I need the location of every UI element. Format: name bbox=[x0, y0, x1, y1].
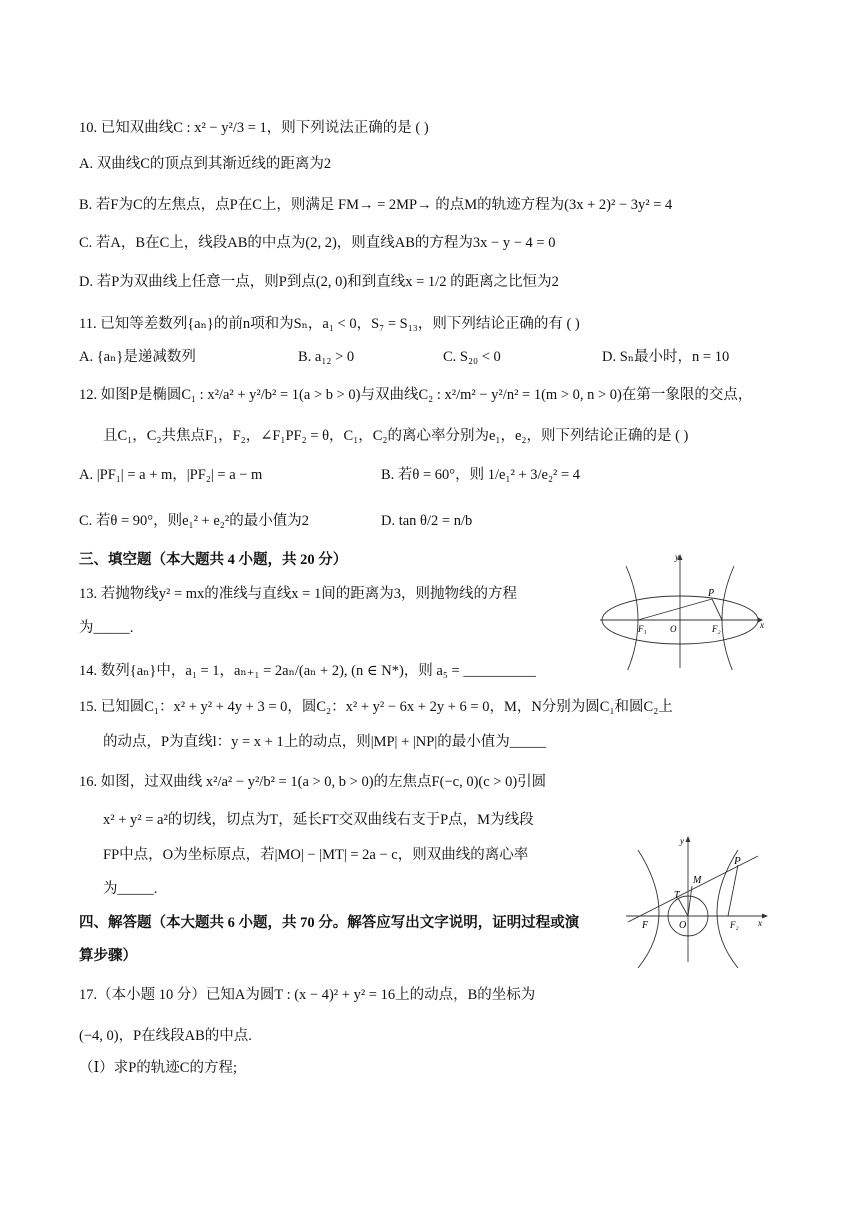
q10-option-c: C. 若A，B在C上，线段AB的中点为(2, 2)，则直线AB的方程为3x − y − 4 = 0 bbox=[79, 235, 556, 251]
fig1-label-o: O bbox=[670, 624, 677, 634]
fig2-label-f2: F₂ bbox=[730, 920, 739, 930]
fig2-hyperbola-left-branch bbox=[638, 850, 659, 968]
fig1-label-p: P bbox=[708, 588, 715, 599]
q16-line3: FP中点，O为坐标原点，若|MO| − |MT| = 2a − c，则双曲线的离心率 bbox=[103, 847, 529, 863]
q16-line1: 16. 如图，过双曲线 x²/a² − y²/b² = 1(a > 0, b > 0)的左焦点F(−c, 0)(c > 0)引圆 bbox=[79, 774, 547, 790]
q12-option-b: B. 若θ = 60°，则 1/e₁² + 3/e₂² = 4 bbox=[381, 467, 581, 483]
q12-option-c: C. 若θ = 90°，则e₁² + e₂²的最小值为2 bbox=[79, 513, 309, 529]
q16-line4: 为_____. bbox=[103, 881, 158, 897]
fig1-label-f2: F₂ bbox=[712, 624, 721, 634]
q12-option-a: A. |PF₁| = a + m，|PF₂| = a − m bbox=[79, 467, 263, 483]
fig1-segment-f1p bbox=[638, 599, 712, 620]
q11-option-b: B. a₁₂ > 0 bbox=[298, 349, 355, 365]
hyperbola-tangent-figure bbox=[622, 830, 772, 968]
fig2-label-m: M bbox=[693, 875, 702, 886]
fig1-label-y: y bbox=[675, 552, 679, 562]
q12-option-d: D. tan θ/2 = n/b bbox=[381, 513, 473, 529]
q12-stem-line2: 且C₁，C₂共焦点F₁，F₂，∠F₁PF₂ = θ，C₁，C₂的离心率分别为e₁，e₂，则下列结论正确的是 ( ) bbox=[103, 428, 689, 444]
fig2-label-o: O bbox=[679, 920, 687, 931]
q12-stem-line1: 12. 如图P是椭圆C₁ : x²/a² + y²/b² = 1(a > b > 0)与双曲线C₂ : x²/m² − y²/n² = 1(m > 0, n > 0)在第一象限的交点， bbox=[79, 387, 753, 403]
fig2-x-arrow bbox=[762, 914, 768, 919]
section4-heading-line1: 四、解答题（本大题共 6 小题，共 70 分。解答应写出文字说明，证明过程或演 bbox=[79, 915, 580, 931]
q15-line1: 15. 已知圆C₁：x² + y² + 4y + 3 = 0，圆C₂：x² + y² − 6x + 2y + 6 = 0，M，N分别为圆C₁和圆C₂上 bbox=[79, 699, 673, 715]
q16-line2: x² + y² = a²的切线，切点为T，延长FT交双曲线右支于P点，M为线段 bbox=[103, 812, 534, 828]
q10-option-a: A. 双曲线C的顶点到其渐近线的距离为2 bbox=[79, 156, 332, 172]
fig1-segment-pf2 bbox=[712, 599, 722, 620]
q10-stem: 10. 已知双曲线C : x² − y²/3 = 1，则下列说法正确的是 ( ) bbox=[79, 120, 429, 136]
section3-heading: 三、填空题（本大题共 4 小题，共 20 分） bbox=[79, 552, 348, 568]
fig2-segment-pf2 bbox=[728, 865, 738, 916]
fig2-label-x: x bbox=[758, 918, 762, 928]
q13-line1: 13. 若抛物线y² = mx的准线与直线x = 1间的距离为3，则抛物线的方程 bbox=[79, 586, 517, 602]
fig2-label-f: F bbox=[642, 920, 649, 931]
fig1-label-x: x bbox=[760, 620, 764, 630]
q17-line1: 17.（本小题 10 分）已知A为圆T : (x − 4)² + y² = 16上的动点，B的坐标为 bbox=[79, 987, 536, 1003]
fig1-hyperbola-left-branch bbox=[626, 566, 638, 670]
ellipse-hyperbola-figure bbox=[600, 550, 770, 670]
q14-text: 14. 数列{aₙ}中，a₁ = 1，aₙ₊₁ = 2aₙ/(aₙ + 2), (n ∈ N*)，则 a₅ = __________ bbox=[79, 663, 536, 679]
q13-line2: 为_____. bbox=[79, 620, 134, 636]
q10-option-d: D. 若P为双曲线上任意一点，则P到点(2, 0)和到直线x = 1/2 的距离之比恒为2 bbox=[79, 274, 559, 290]
fig2-label-y: y bbox=[680, 836, 684, 846]
q10-option-b: B. 若F为C的左焦点，点P在C上，则满足 FM→ = 2MP→ 的点M的轨迹方程为(3x + 2)² − 3y² = 4 bbox=[79, 197, 673, 213]
q11-option-d: D. Sₙ最小时，n = 10 bbox=[602, 349, 730, 365]
fig1-label-f1: F₁ bbox=[638, 624, 647, 634]
q11-stem: 11. 已知等差数列{aₙ}的前n项和为Sₙ，a₁ < 0，S₇ = S₁₃，则下列结论正确的有 ( ) bbox=[79, 316, 580, 332]
q17-line2: (−4, 0)，P在线段AB的中点. bbox=[79, 1028, 252, 1044]
fig2-label-t: T bbox=[674, 890, 680, 901]
section4-heading-line2: 算步骤） bbox=[79, 948, 137, 964]
q15-line2: 的动点，P为直线l：y = x + 1上的动点，则|MP| + |NP|的最小值为_____ bbox=[103, 734, 546, 750]
fig2-label-p: P bbox=[734, 855, 741, 867]
q11-option-c: C. S₂₀ < 0 bbox=[443, 349, 501, 365]
q17-part1: （Ⅰ）求P的轨迹C的方程; bbox=[79, 1060, 237, 1076]
fig2-y-arrow bbox=[686, 836, 691, 842]
fig1-hyperbola-right-branch bbox=[722, 566, 734, 670]
q11-option-a: A. {aₙ}是递减数列 bbox=[79, 349, 196, 365]
